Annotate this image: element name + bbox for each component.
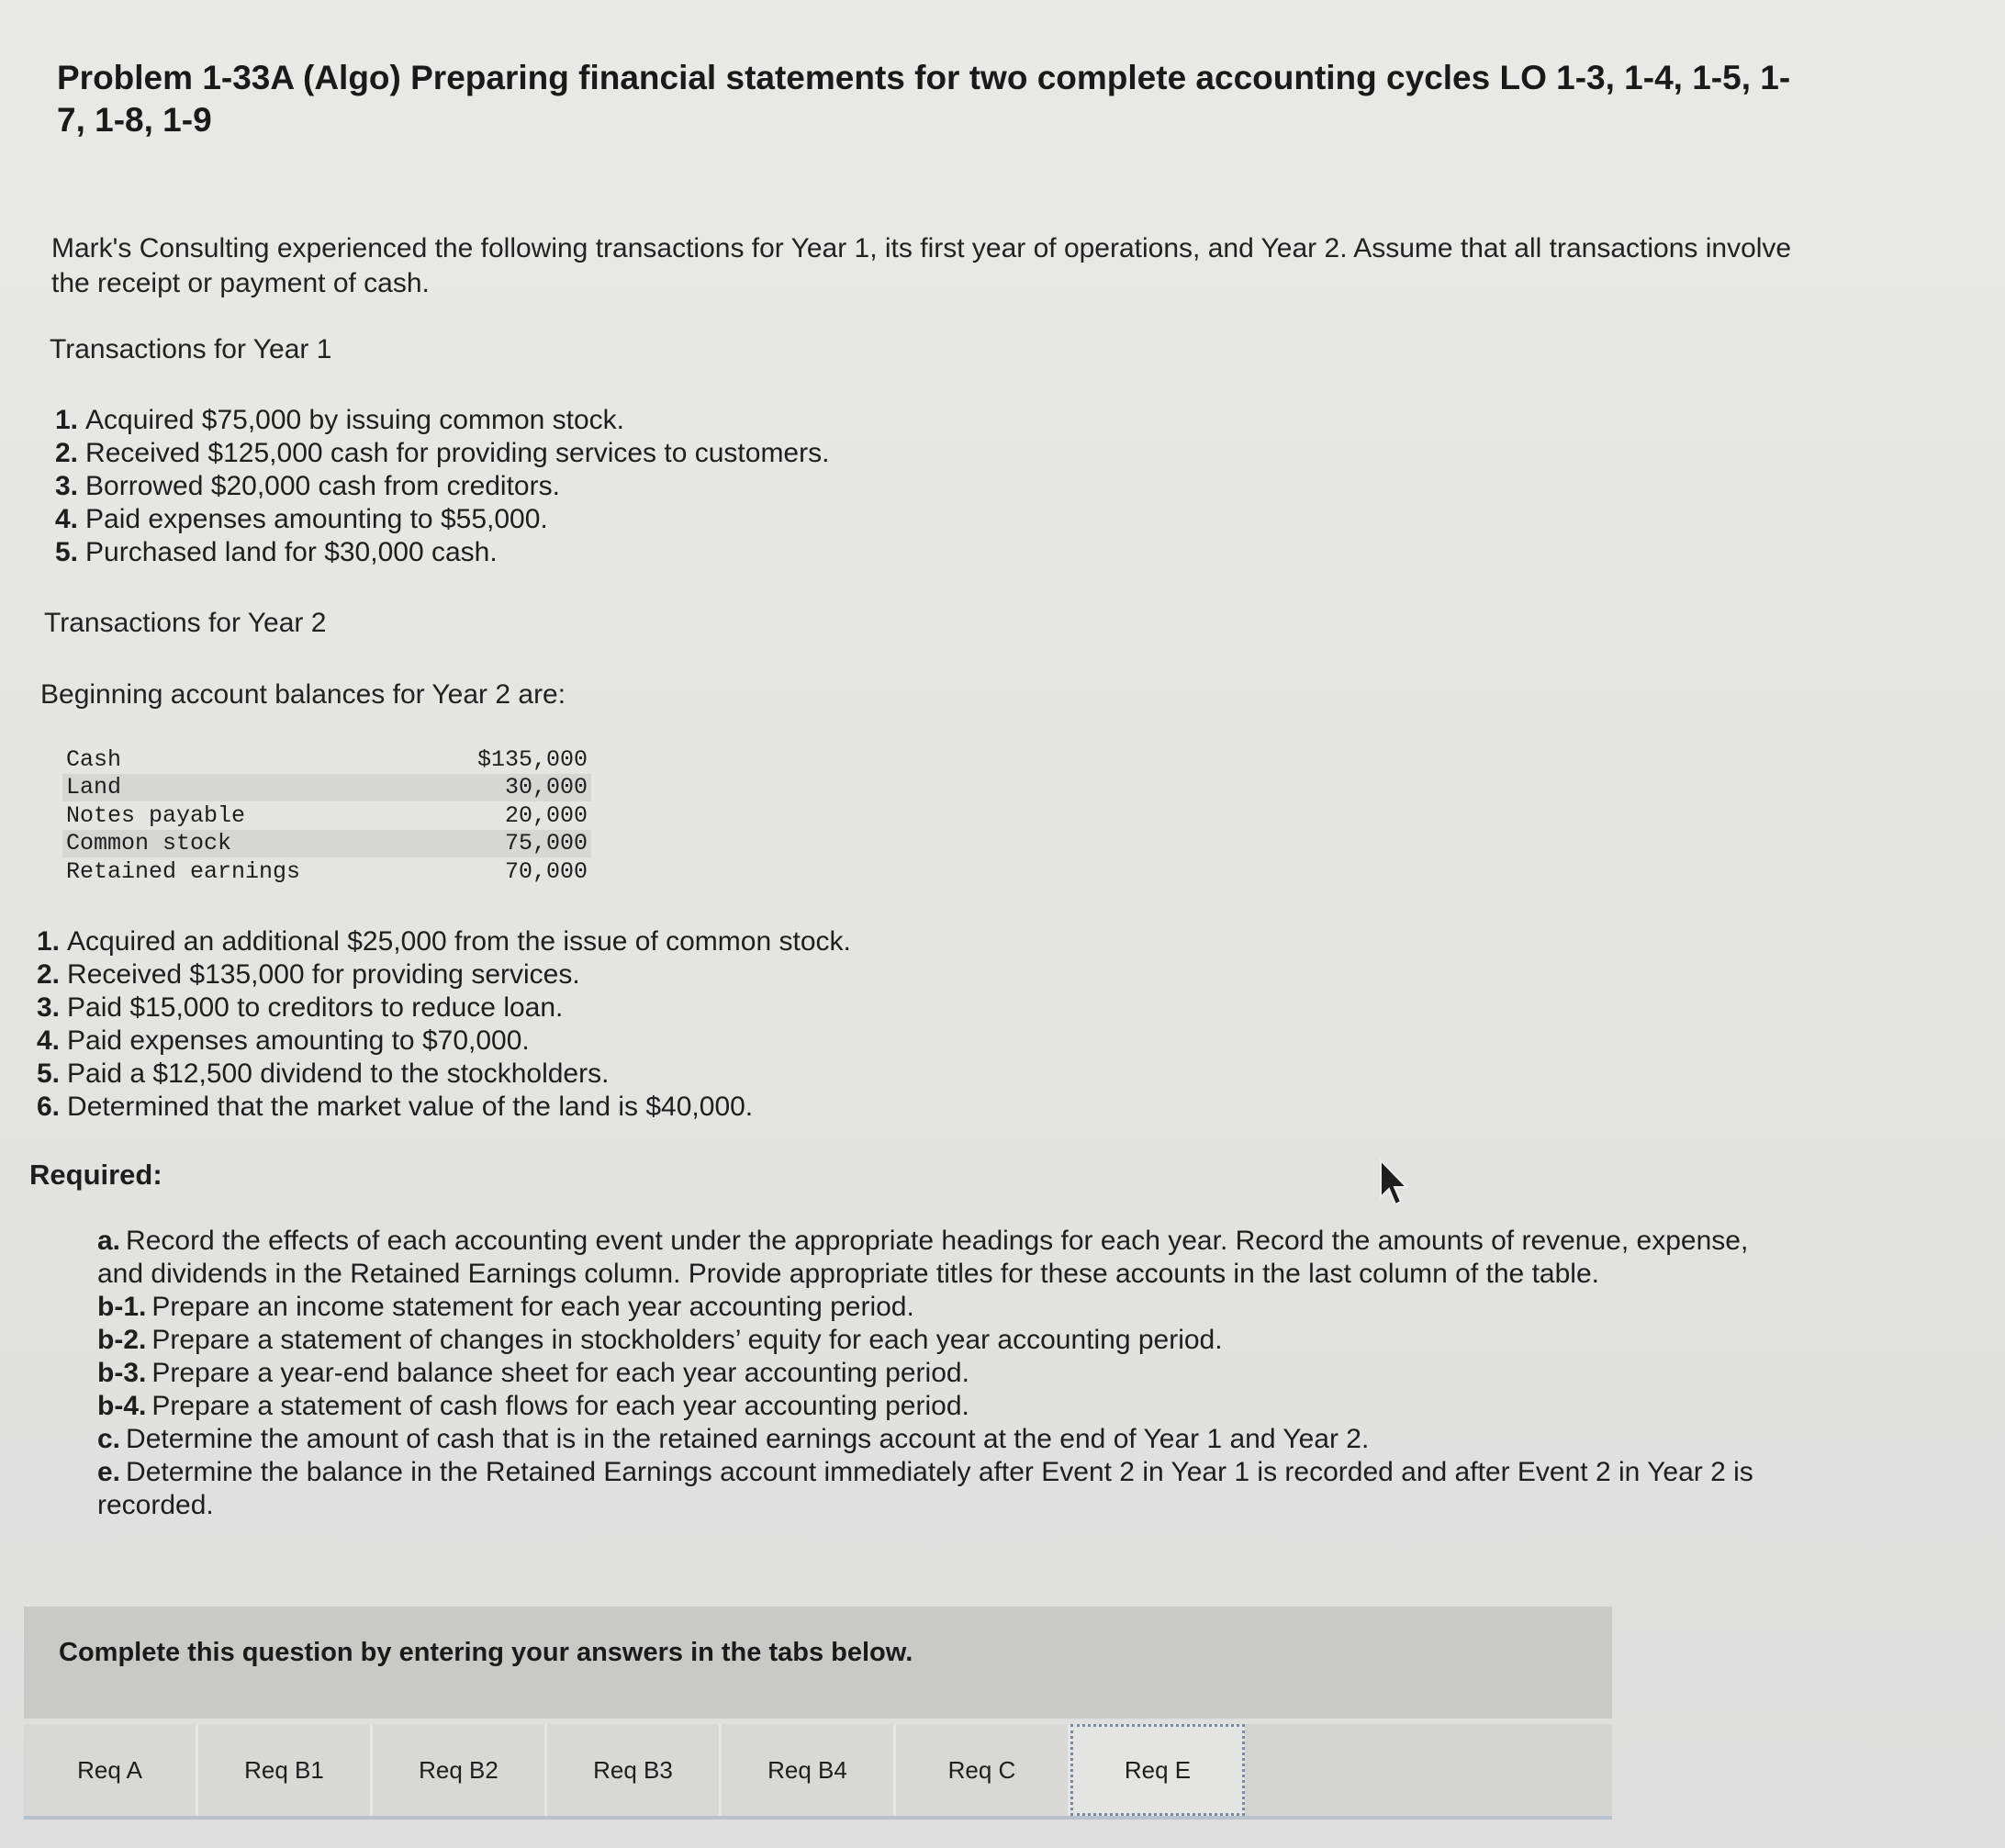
problem-title: Problem 1-33A (Algo) Preparing financial statements for two complete accounting cycles LO 1-3, 1-4, 1-5, 1-7, 1-8, 1-9 [57, 59, 1791, 139]
list-item: b-1. Prepare an income statement for each year accounting period. [97, 1292, 914, 1322]
year2-transactions [37, 925, 851, 1124]
requirement-tabs [24, 1724, 1612, 1820]
problem-intro: Mark's Consulting experienced the following transactions for Year 1, its first year of operations, and Year 2. Assume that all transactions involve the receipt or payment of cash. [51, 233, 1792, 298]
tab-req-b3[interactable]: Req B3 [547, 1724, 722, 1816]
tab-req-b1[interactable]: Req B1 [198, 1724, 373, 1816]
tab-req-e[interactable]: Req E [1070, 1724, 1245, 1816]
year1-label: Transactions for Year 1 [50, 334, 332, 364]
table-row [62, 745, 591, 774]
tab-req-b2[interactable]: Req B2 [373, 1724, 547, 1816]
list-item: a. Record the effects of each accounting event under the appropriate headings for each year. Record the amounts of revenue, expense, and dividends in the Retained Earnings column. Provide appropriate titles for these accounts in the last column of the table. [97, 1226, 1749, 1289]
account-name: Land [62, 774, 418, 802]
list-item: 3. Paid $15,000 to creditors to reduce loan. [37, 992, 564, 1023]
year1-transactions [55, 404, 829, 569]
list-item: 6. Determined that the market value of the land is $40,000. [37, 1092, 754, 1122]
list-item: b-2. Prepare a statement of changes in stockholders’ equity for each year accounting period. [97, 1325, 1223, 1355]
required-list [97, 1225, 1759, 1522]
table-row [62, 774, 591, 802]
list-item: 4. Paid expenses amounting to $55,000. [55, 504, 548, 534]
answer-instructions-banner [24, 1607, 1612, 1719]
list-item: b-3. Prepare a year-end balance sheet for each year accounting period. [97, 1358, 969, 1388]
list-item: 3. Borrowed $20,000 cash from creditors. [55, 471, 560, 501]
table-row [62, 830, 591, 858]
account-name: Notes payable [66, 801, 246, 829]
tabs-filler [1245, 1724, 1612, 1816]
year2-label: Transactions for Year 2 [44, 608, 327, 638]
list-item: e. Determine the balance in the Retained Earnings account immediately after Event 2 in Year 1 is recorded and after Event 2 in Year 2 is recorded. [97, 1457, 1753, 1520]
account-name: Retained earnings [66, 857, 301, 885]
list-item: 1. Acquired an additional $25,000 from the issue of common stock. [37, 926, 851, 957]
tab-req-a[interactable]: Req A [24, 1724, 198, 1816]
account-name: Cash [66, 745, 122, 773]
account-amount: 30,000 [418, 774, 591, 802]
list-item: 5. Paid a $12,500 dividend to the stockholders. [37, 1058, 610, 1089]
account-amount: 70,000 [504, 857, 588, 885]
required-label: Required: [29, 1159, 162, 1191]
account-amount: $135,000 [476, 745, 588, 773]
answer-instructions-text: Complete this question by entering your answers in the tabs below. [59, 1638, 913, 1667]
list-item: 4. Paid expenses amounting to $70,000. [37, 1025, 530, 1056]
account-amount: 20,000 [504, 801, 588, 829]
tab-req-c[interactable]: Req C [896, 1724, 1070, 1816]
list-item: 1. Acquired $75,000 by issuing common stock. [55, 405, 625, 435]
account-amount: 75,000 [418, 830, 591, 858]
list-item: c. Determine the amount of cash that is in the retained earnings account at the end of Year 1 and Year 2. [97, 1424, 1370, 1454]
table-row [62, 801, 591, 830]
list-item: 5. Purchased land for $30,000 cash. [55, 537, 498, 567]
table-row [62, 857, 591, 886]
list-item: 2. Received $125,000 cash for providing services to customers. [55, 438, 830, 468]
beginning-balances-table [62, 745, 591, 886]
account-name: Common stock [62, 830, 418, 858]
list-item: 2. Received $135,000 for providing services. [37, 959, 580, 990]
mouse-pointer-icon [1375, 1159, 1412, 1210]
tab-req-b4[interactable]: Req B4 [722, 1724, 896, 1816]
year2-balances-label: Beginning account balances for Year 2 are: [40, 679, 566, 710]
list-item: b-4. Prepare a statement of cash flows for each year accounting period. [97, 1391, 969, 1421]
